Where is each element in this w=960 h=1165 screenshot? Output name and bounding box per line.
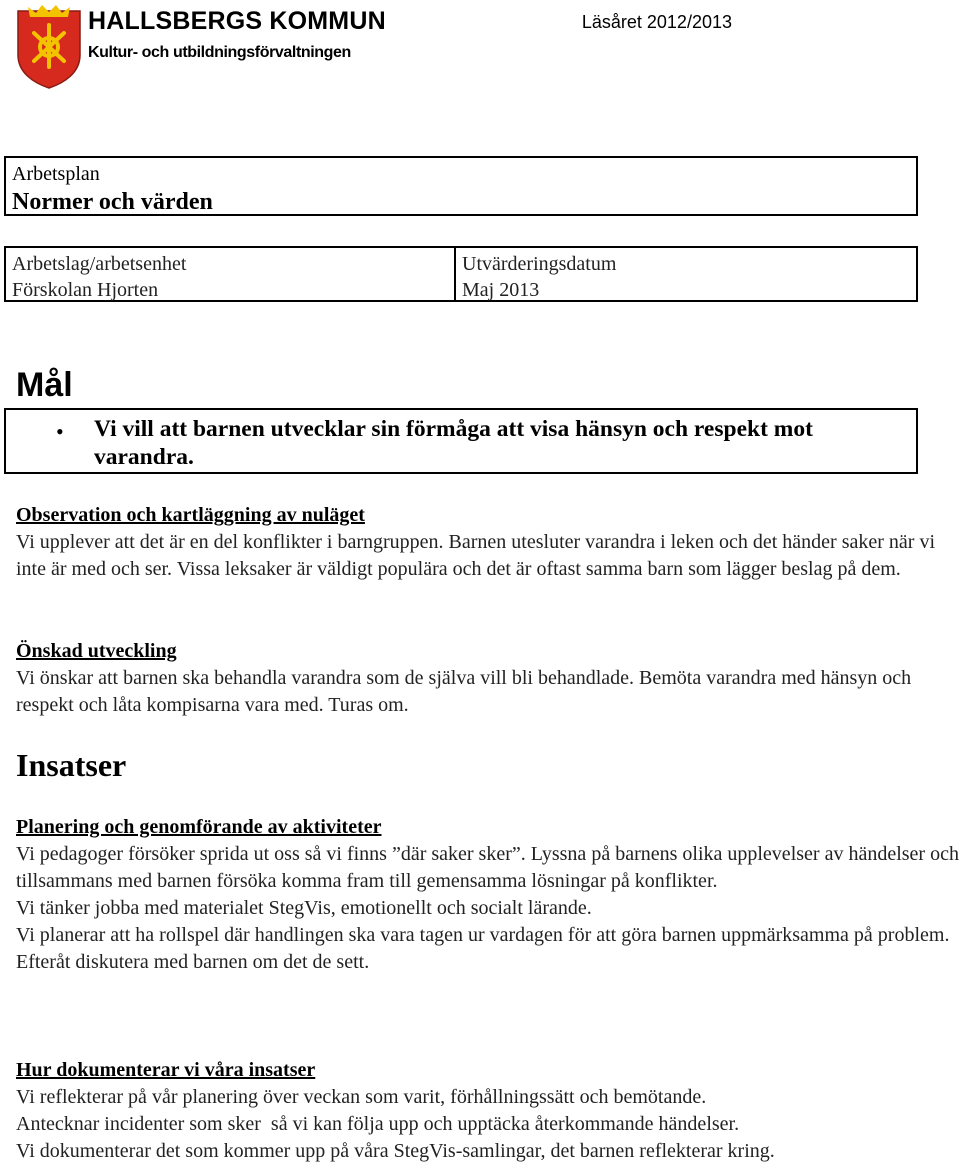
documentation-paragraph: Vi dokumenterar det som kommer upp på våra StegVis-samlingar, det barnen reflekterar kring.	[16, 1140, 775, 1162]
documentation-text	[16, 1084, 956, 1165]
planning-paragraph: Vi pedagoger försöker sprida ut oss så vi finns ”där saker sker”. Lyssna på barnens olika upplevelser av händelser och tillsammans med barnen försöka komma fram till gemensamma lösningar på konflikter.	[16, 843, 959, 892]
plan-label: Arbetsplan	[12, 163, 100, 185]
work-unit-cell	[6, 248, 456, 300]
goal-box	[4, 408, 918, 474]
goal-bullet: •	[56, 419, 64, 444]
organization-subtitle: Kultur- och utbildningsförvaltningen	[88, 44, 351, 61]
plan-title-box	[4, 156, 918, 216]
efforts-heading: Insatser	[16, 747, 127, 783]
observation-text: Vi upplever att det är en del konflikter i barngruppen. Barnen utesluter varandra i leken och det händer saker när vi inte är med och ser. Vissa leksaker är väldigt populära och det är oftast samma barn som lägger beslag på dem.	[16, 531, 935, 580]
observation-heading: Observation och kartläggning av nuläget	[16, 504, 365, 526]
info-table	[4, 246, 918, 302]
evaluation-date-value: Maj 2013	[462, 279, 540, 301]
evaluation-date-label: Utvärderingsdatum	[462, 253, 617, 275]
evaluation-date-cell	[456, 248, 916, 300]
planning-heading: Planering och genomförande av aktiviteter	[16, 816, 382, 838]
planning-paragraph: Vi tänker jobba med materialet StegVis, emotionellt och socialt lärande.	[16, 897, 592, 919]
work-unit-value: Förskolan Hjorten	[12, 279, 159, 301]
municipality-shield-logo	[14, 3, 84, 89]
desired-development-text: Vi önskar att barnen ska behandla varandra som de själva vill bli behandlade. Bemöta varandra med hänsyn och respekt och låta kompisarna vara med. Turas om.	[16, 667, 912, 716]
plan-title: Normer och värden	[12, 189, 213, 215]
goal-heading: Mål	[16, 366, 73, 404]
organization-name: HALLSBERGS KOMMUN	[88, 7, 386, 35]
desired-development-heading: Önskad utveckling	[16, 640, 177, 662]
documentation-paragraph: Vi reflekterar på vår planering över veckan som varit, förhållningssätt och bemötande.	[16, 1086, 707, 1108]
planning-text	[16, 841, 960, 976]
documentation-heading: Hur dokumenterar vi våra insatser	[16, 1059, 316, 1081]
work-unit-label: Arbetslag/arbetsenhet	[12, 253, 187, 275]
documentation-paragraph: Antecknar incidenter som sker så vi kan följa upp och upptäcka återkommande händelser.	[16, 1113, 740, 1135]
goal-text: Vi vill att barnen utvecklar sin förmåga att visa hänsyn och respekt mot varandra.	[94, 416, 813, 470]
planning-paragraph: Vi planerar att ha rollspel där handlingen ska vara tagen ur vardagen för att göra barnen uppmärksamma på problem. Efteråt diskutera med barnen om det de sett.	[16, 924, 950, 973]
school-year: Läsåret 2012/2013	[581, 12, 732, 32]
